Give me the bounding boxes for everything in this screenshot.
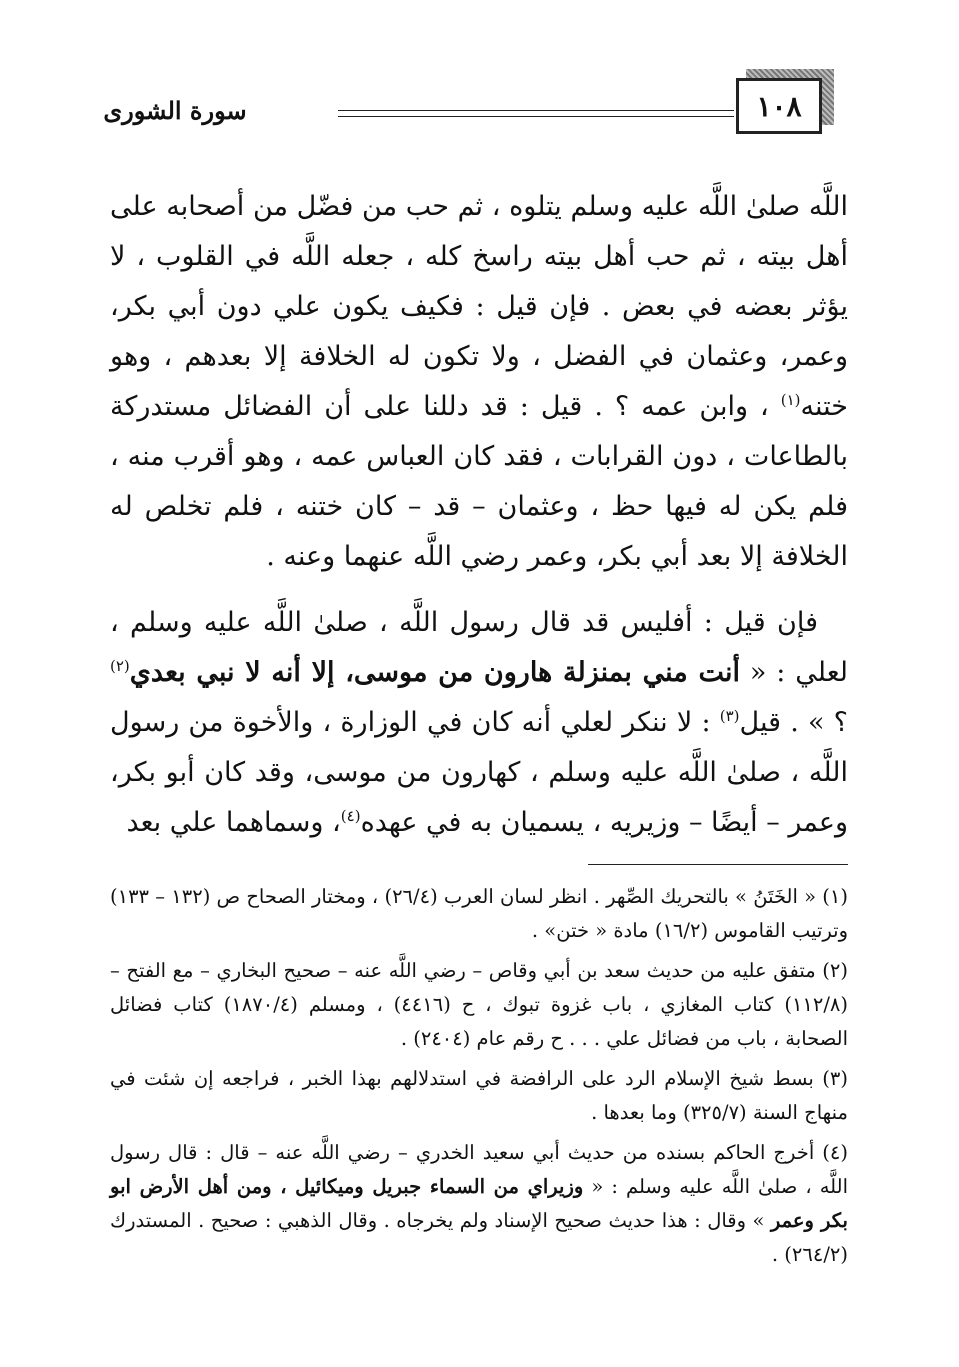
paragraph-1-text-b: ، وابن عمه ؟ . قيل : قد دللنا على أن الفضائل مستدركة بالطاعات ، دون القرابات ، فقد كان العباس عمه ، وهو أقرب منه ، فلم يكن له فيها حظ ، وعثمان – قد – كان ختنه ، فلم تخلص له الخلافة إلا بعد أبي بكر، وعمر رضي اللَّه عنهما وعنه . xyxy=(110,391,848,572)
page-number: ١٠٨ xyxy=(736,78,822,134)
paragraph-2-text-b: ؟ » . قيل xyxy=(739,707,848,738)
footnote-4-text-a: (٤) أخرج الحاكم بسنده من حديث أبي سعيد الخدري – رضي اللَّه عنه – قال : قال رسول اللَّه ، صلىٰ اللَّه عليه وسلم : « xyxy=(110,1141,848,1198)
paragraph-1-text-a: اللَّه صلىٰ اللَّه عليه وسلم يتلوه ، ثم حب من فضّل من أصحابه على أهل بيته ، ثم حب أهل بيته راسخ كله ، جعله اللَّه في القلوب ، لا يؤثر بعضه في بعض . فإن قيل : فكيف يكون علي دون أبي بكر، وعمر، وعثمان في الفضل ، ولا تكون له الخلافة إلا بعدهم ، وهو ختنه xyxy=(110,191,848,422)
footnote-ref-3[interactable]: (٣) xyxy=(719,707,740,725)
footnote-ref-1[interactable]: (١) xyxy=(780,391,801,409)
footnote-ref-4[interactable]: (٤) xyxy=(340,807,361,825)
paragraph-1 xyxy=(110,182,848,582)
paragraph-2 xyxy=(110,598,848,848)
paragraph-2-text-c: : لا ننكر لعلي أنه كان في الوزارة ، والأخوة من رسول اللَّه ، صلىٰ اللَّه عليه وسلم ، كهارون من موسى، وقد كان أبو بكر، وعمر – أيضًا – وزيريه ، يسميان به في عهده xyxy=(110,707,848,838)
surah-title: سورة الشورى xyxy=(103,96,247,125)
footnote-4 xyxy=(110,1136,848,1272)
footnote-4-hadith: وزيراي من السماء جبريل وميكائيل ، ومن أهل الأرض ابو بكر وعمر xyxy=(110,1175,848,1232)
footnote-4-text-b: » وقال : هذا حديث صحيح الإسناد ولم يخرجاه . وقال الذهبي : صحيح . المستدرك (٢٦٤/٢) . xyxy=(110,1209,848,1266)
paragraph-2-text-a: فإن قيل : أفليس قد قال رسول اللَّه ، صلىٰ اللَّه عليه وسلم ، لعلي : « xyxy=(110,607,848,688)
paragraph-2-text-d: ، وسماهما علي بعد xyxy=(126,807,341,838)
header-rule xyxy=(338,110,734,117)
hadith-quote: أنت مني بمنزلة هارون من موسى، إلا أنه لا نبي بعدي xyxy=(129,657,740,688)
footnote-3: (٣) بسط شيخ الإسلام الرد على الرافضة في استدلالهم بهذا الخبر ، فراجعه إن شئت في منهاج السنة (٣٢٥/٧) وما بعدها . xyxy=(110,1067,848,1124)
footnote-separator xyxy=(588,864,848,865)
footnote-2: (٢) متفق عليه من حديث سعد بن أبي وقاص – رضي اللَّه عنه – صحيح البخاري – مع الفتح – (١١٢/٨) كتاب المغازي ، باب غزوة تبوك ، ح (٤٤١٦) ، ومسلم (١٨٧٠/٤) كتاب فضائل الصحابة ، باب من فضائل علي . . . ح رقم عام (٢٤٠٤) . xyxy=(110,959,849,1050)
main-text xyxy=(110,182,848,848)
footnote-1: (١) « الخَتَنُ » بالتحريك الصِّهر . انظر لسان العرب (٢٦/٤) ، ومختار الصحاح ص (١٣٢ – ١٣٣) وترتيب القاموس (١٦/٢) مادة « ختن» . xyxy=(110,885,849,942)
footnotes xyxy=(110,880,848,1278)
footnote-ref-2[interactable]: (٢) xyxy=(110,657,130,675)
